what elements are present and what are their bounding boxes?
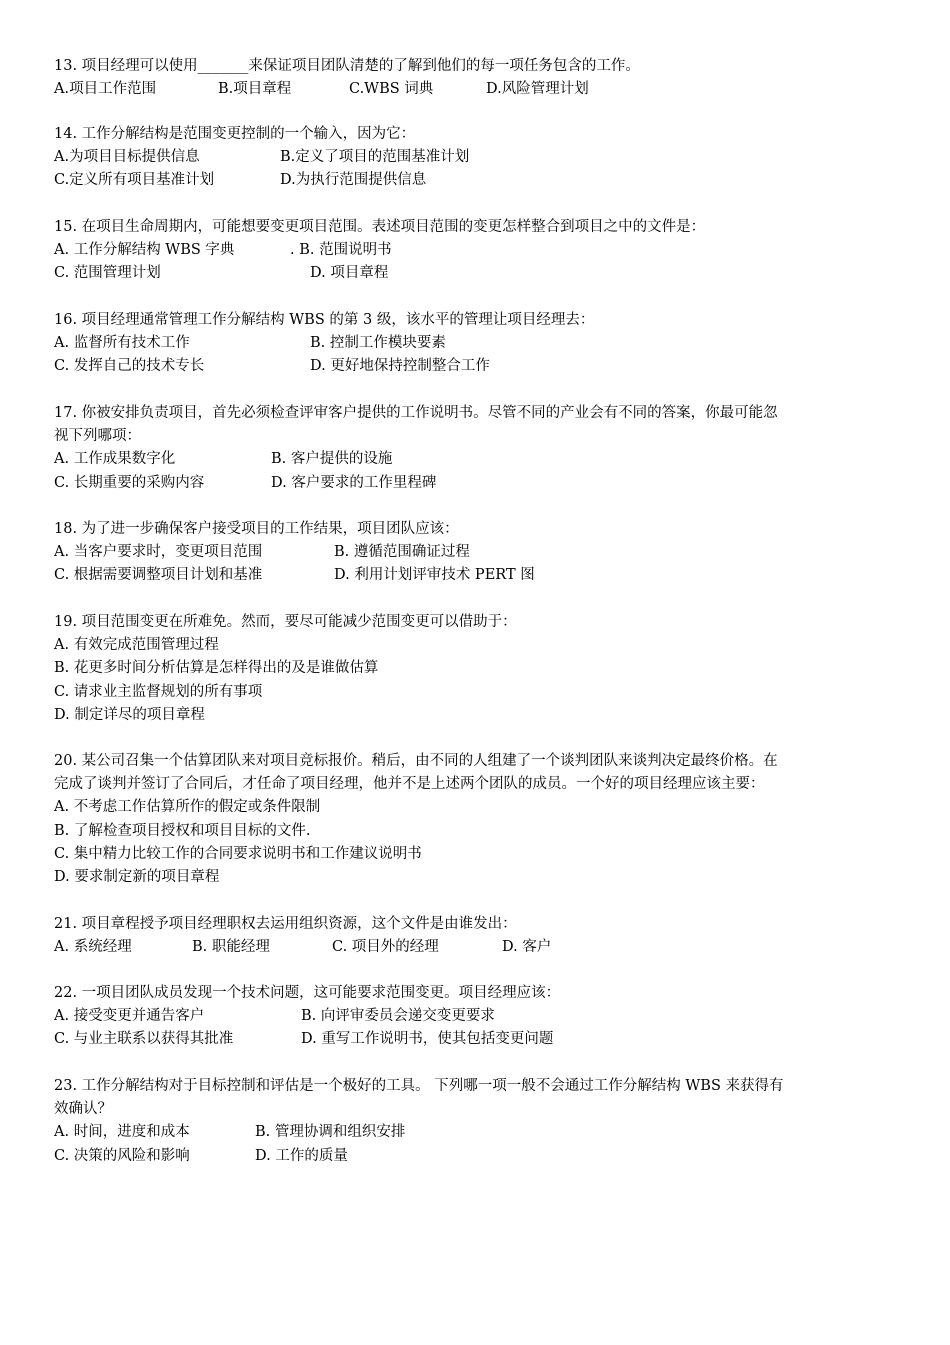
option-d: D. 项目章程 <box>310 265 389 282</box>
option-row <box>54 1005 844 1028</box>
option-d: D. 客户要求的工作里程碑 <box>271 474 437 491</box>
option-c: C. 请求业主监督规划的所有事项 <box>54 683 263 700</box>
question-text: 视下列哪项： <box>54 428 141 445</box>
option-d: D. 要求制定新的项目章程 <box>54 868 220 885</box>
option-a: A. 工作成果数字化 <box>54 451 176 468</box>
option-b: B. 控制工作模块要素 <box>310 335 446 352</box>
option-row <box>54 1028 844 1051</box>
question-19 <box>54 611 844 727</box>
question-text: 完成了谈判并签订了合同后，才任命了项目经理，他并不是上述两个团队的成员。一个好的项目经理应该主要： <box>54 776 765 793</box>
option-d: D. 制定详尽的项目章程 <box>54 706 205 723</box>
option-row <box>54 1121 844 1144</box>
option-d: D.为执行范围提供信息 <box>280 172 427 189</box>
option-row <box>54 564 844 587</box>
option-row <box>54 936 844 959</box>
option-a: A. 时间，进度和成本 <box>54 1124 190 1141</box>
option-row <box>54 448 844 471</box>
option-b: . B. 范围说明书 <box>290 242 392 259</box>
option-b: B. 客户提供的设施 <box>271 451 393 468</box>
option-a: A. 监督所有技术工作 <box>54 335 190 352</box>
option-row <box>54 355 844 378</box>
option-c: C. 集中精力比较工作的合同要求说明书和工作建议说明书 <box>54 845 422 862</box>
option-a: A. 接受变更并通告客户 <box>54 1008 205 1025</box>
option-d: D. 工作的质量 <box>255 1147 348 1164</box>
option-a: A. 不考虑工作估算所作的假定或条件限制 <box>54 799 321 816</box>
question-text: 17. 你被安排负责项目，首先必须检查评审客户提供的工作说明书。尽管不同的产业会有不同的答案，你最可能忽 <box>54 405 778 421</box>
question-text: 23. 工作分解结构对于目标控制和评估是一个极好的工具。 下列哪一项一般不会通过工作分解结构 WBS 来获得有 <box>54 1078 784 1094</box>
option-a: A. 工作分解结构 WBS 字典 <box>54 242 235 259</box>
option-b: B. 职能经理 <box>192 939 270 956</box>
question-22 <box>54 982 844 1052</box>
question-text: 22. 一项目团队成员发现一个技术问题，这可能要求范围变更。项目经理应该： <box>54 985 561 1001</box>
question-16 <box>54 309 844 379</box>
option-b: B. 管理协调和组织安排 <box>255 1124 406 1141</box>
option-c: C. 与业主联系以获得其批准 <box>54 1031 234 1048</box>
option-b: B.项目章程 <box>218 81 292 98</box>
option-c: C.WBS 词典 <box>349 81 434 98</box>
option-b: B. 遵循范围确证过程 <box>334 544 470 561</box>
question-text: 13. 项目经理可以使用_______来保证项目团队清楚的了解到他们的每一项任务包含的工作。 <box>54 58 640 74</box>
option-b: B. 花更多时间分析估算是怎样得出的及是谁做估算 <box>54 660 379 677</box>
option-c: C. 范围管理计划 <box>54 265 161 282</box>
option-d: D. 更好地保持控制整合工作 <box>310 358 490 375</box>
option-a: A.为项目目标提供信息 <box>54 149 200 166</box>
question-text: 效确认？ <box>54 1101 112 1118</box>
question-14 <box>54 123 844 193</box>
option-row <box>54 239 844 262</box>
question-text: 14. 工作分解结构是范围变更控制的一个输入，因为它： <box>54 126 416 142</box>
question-text: 18. 为了进一步确保客户接受项目的工作结果，项目团队应该： <box>54 521 459 537</box>
question-text: 20. 某公司召集一个估算团队来对项目竞标报价。稍后，由不同的人组建了一个谈判团队来谈判决定最终价格。在 <box>54 753 778 769</box>
option-a: A. 有效完成范围管理过程 <box>54 637 219 654</box>
question-23 <box>54 1075 844 1168</box>
option-row <box>54 1145 844 1168</box>
option-a: A. 当客户要求时，变更项目范围 <box>54 544 263 561</box>
option-row <box>54 472 844 495</box>
question-18 <box>54 518 844 588</box>
option-c: C. 长期重要的采购内容 <box>54 474 205 491</box>
option-a: A. 系统经理 <box>54 939 132 956</box>
option-d: D. 利用计划评审技术 PERT 图 <box>334 567 535 584</box>
option-row <box>54 78 844 101</box>
option-row <box>54 262 844 285</box>
option-d: D.风险管理计划 <box>486 81 589 98</box>
option-b: B. 了解检查项目授权和项目目标的文件. <box>54 822 311 839</box>
option-d: D. 重写工作说明书，使其包括变更问题 <box>301 1031 554 1048</box>
question-text: 15. 在项目生命周期内，可能想要变更项目范围。表述项目范围的变更怎样整合到项目之中的文件是： <box>54 219 706 235</box>
question-13 <box>54 55 844 101</box>
option-c: C.定义所有项目基准计划 <box>54 172 215 189</box>
question-21 <box>54 913 844 959</box>
question-text: 19. 项目范围变更在所难免。然而，要尽可能减少范围变更可以借助于： <box>54 614 517 630</box>
option-c: C. 项目外的经理 <box>332 939 439 956</box>
option-row <box>54 146 844 169</box>
option-b: B. 向评审委员会递交变更要求 <box>301 1008 495 1025</box>
option-c: C. 决策的风险和影响 <box>54 1147 190 1164</box>
question-text: 16. 项目经理通常管理工作分解结构 WBS 的第 3 级，该水平的管理让项目经理去： <box>54 312 595 328</box>
option-c: C. 根据需要调整项目计划和基准 <box>54 567 263 584</box>
option-c: C. 发挥自己的技术专长 <box>54 358 205 375</box>
option-d: D. 客户 <box>502 939 552 956</box>
option-row <box>54 169 844 192</box>
question-15 <box>54 216 844 286</box>
option-row <box>54 541 844 564</box>
question-text: 21. 项目章程授予项目经理职权去运用组织资源，这个文件是由谁发出： <box>54 916 517 932</box>
question-17 <box>54 402 844 495</box>
question-20 <box>54 750 844 889</box>
option-row <box>54 332 844 355</box>
option-b: B.定义了项目的范围基准计划 <box>280 149 470 166</box>
option-a: A.项目工作范围 <box>54 81 157 98</box>
